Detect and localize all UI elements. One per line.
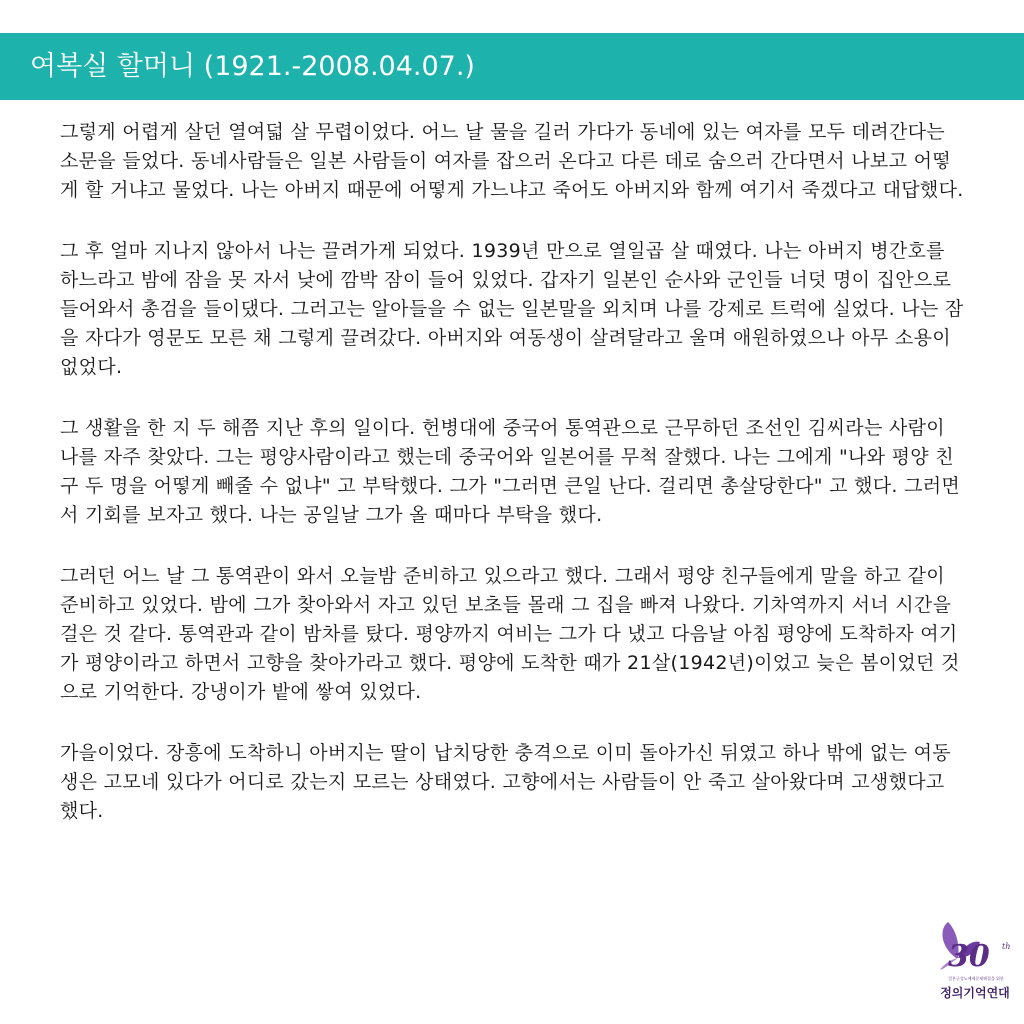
paragraph-3: 그 생활을 한 지 두 해쯤 지난 후의 일이다. 헌병대에 중국어 통역관으로 근무하던 조선인 김씨라는 사람이 나를 자주 찾았다. 그는 평양사람이라고 했는데 중국어와 일본어를 무척 잘했다. 나는 그에게 "나와 평양 친구 두 명을 어떻게 빼줄 수 없냐" 고 부탁했다. 그가 "그러면 큰일 난다. 걸리면 총살당한다" 고 했다. 그러면서 기회를 보자고 했다. 나는 공일날 그가 올 때마다 부탁을 했다. [60,417,961,526]
paragraph-2: 그 후 얼마 지나지 않아서 나는 끌려가게 되었다. 1939년 만으로 열일곱 살 때였다. 나는 아버지 병간호를 하느라고 밤에 잠을 못 자서 낮에 깜박 잠이 들어 있었다. 갑자기 일본인 순사와 군인들 너덧 명이 집안으로 들어와서 총검을 들이댔다. 그러고는 알아들을 수 없는 일본말을 외치며 나를 강제로 트럭에 실었다. 나는 잠을 자다가 영문도 모른 채 그렇게 끌려갔다. 아버지와 여동생이 살려달라고 울며 애원하였으나 아무 소용이 없었다. [60,240,964,378]
organization-subtitle: 일본군성노예제문제해결을 위한 [948,976,1004,981]
anniversary-suffix: th [1002,942,1011,951]
page-title: 여복실 할머니 (1921.-2008.04.07.) [30,51,475,82]
organization-logo [928,918,1020,1014]
paragraph-5: 가을이었다. 장흥에 도착하니 아버지는 딸이 납치당한 충격으로 이미 돌아가신 뒤였고 하나 밖에 없는 여동생은 고모네 있다가 어디로 갔는지 모르는 상태였다. 고향에서는 사람들이 안 죽고 살아왔다며 고생했다고 했다. [60,742,951,822]
testimony-text [60,118,965,858]
organization-name: 정의기억연대 [940,986,1010,1000]
anniversary-number: 30 [948,939,990,974]
paragraph-1: 그렇게 어렵게 살던 열여덟 살 무렵이었다. 어느 날 물을 길러 가다가 동네에 있는 여자를 모두 데려간다는 소문을 들었다. 동네사람들은 일본 사람들이 여자를 잡으러 온다고 다른 데로 숨으러 간다면서 나보고 어떻게 할 거냐고 물었다. 나는 아버지 때문에 어떻게 가느냐고 죽어도 아버지와 함께 여기서 죽겠다고 대답했다. [60,121,964,201]
title-banner [0,33,1024,100]
paragraph-4: 그러던 어느 날 그 통역관이 와서 오늘밤 준비하고 있으라고 했다. 그래서 평양 친구들에게 말을 하고 같이 준비하고 있었다. 밤에 그가 찾아와서 자고 있던 보초들 몰래 그 집을 빠져 나왔다. 기차역까지 서너 시간을 걸은 것 같다. 통역관과 같이 밤차를 탔다. 평양까지 여비는 그가 다 냈고 다음날 아침 평양에 도착하자 여기가 평양이라고 하면서 고향을 찾아가라고 했다. 평양에 도착한 때가 21살(1942년)이었고 늦은 봄이었던 것으로 기억한다. 강냉이가 밭에 쌓여 있었다. [60,565,960,703]
